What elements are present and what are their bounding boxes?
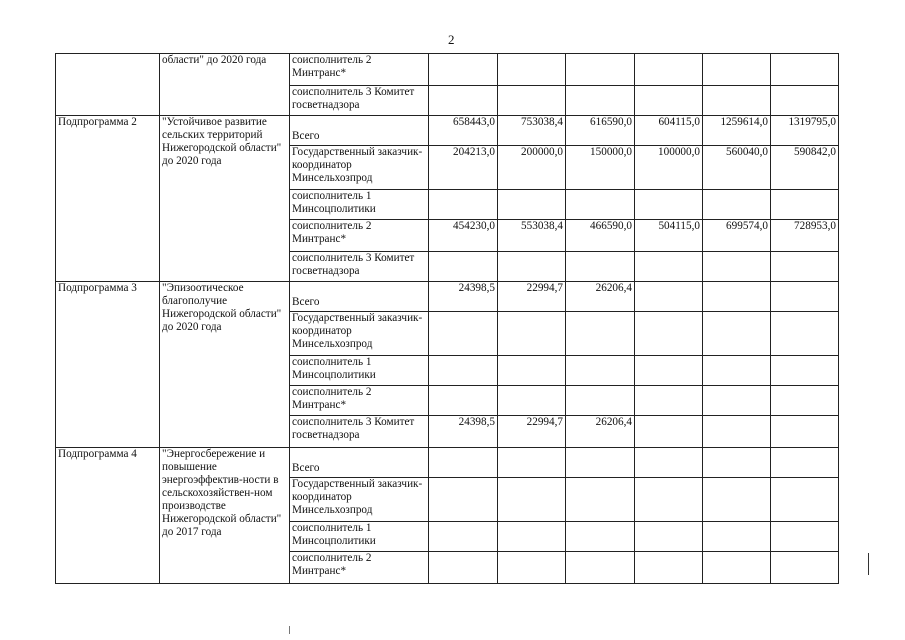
value-cell xyxy=(635,190,703,220)
value-cell xyxy=(429,252,498,282)
value-cell xyxy=(771,478,839,522)
value-cell xyxy=(498,190,566,220)
value-cell xyxy=(566,252,635,282)
value-cell xyxy=(771,312,839,356)
executor-total: Всего xyxy=(292,130,320,142)
value-cell xyxy=(566,190,635,220)
value-cell xyxy=(703,282,771,312)
executor-cell: соисполнитель 2 Минтранс* xyxy=(290,54,429,86)
value-cell xyxy=(771,252,839,282)
executor-cell xyxy=(290,116,429,146)
value-cell: 1259614,0 xyxy=(703,116,771,146)
value-cell xyxy=(566,522,635,552)
value-cell: 728953,0 xyxy=(771,220,839,252)
value-cell xyxy=(771,522,839,552)
scan-artifact-mark xyxy=(868,553,869,575)
value-cell xyxy=(429,312,498,356)
value-cell: 24398,5 xyxy=(429,416,498,448)
value-cell xyxy=(429,386,498,416)
value-cell xyxy=(635,86,703,116)
value-cell xyxy=(498,356,566,386)
table-row xyxy=(56,282,839,312)
value-cell xyxy=(703,552,771,584)
value-cell xyxy=(703,312,771,356)
subprogram-cell: Подпрограмма 2 xyxy=(56,116,160,282)
executor-cell: Государственный заказчик-координатор Минсельхозпрод xyxy=(290,478,429,522)
value-cell xyxy=(566,356,635,386)
value-cell xyxy=(703,416,771,448)
value-cell xyxy=(429,522,498,552)
value-cell xyxy=(635,448,703,478)
value-cell: 553038,4 xyxy=(498,220,566,252)
executor-cell: соисполнитель 2 Минтранс* xyxy=(290,220,429,252)
value-cell xyxy=(703,448,771,478)
value-cell xyxy=(771,386,839,416)
executor-cell: соисполнитель 2 Минтранс* xyxy=(290,386,429,416)
table-row xyxy=(56,54,839,86)
value-cell xyxy=(429,86,498,116)
executor-cell: соисполнитель 1 Минсоцполитики xyxy=(290,190,429,220)
executor-cell: соисполнитель 1 Минсоцполитики xyxy=(290,522,429,552)
value-cell xyxy=(703,356,771,386)
subprogram-name: "Энергосбережение и повышение энергоэффектив-ности в сельскохозяйствен-ном производстве Нижегородской области" до 2017 года xyxy=(160,448,290,584)
value-cell: 1319795,0 xyxy=(771,116,839,146)
value-cell xyxy=(498,252,566,282)
value-cell xyxy=(429,190,498,220)
value-cell xyxy=(635,252,703,282)
budget-table xyxy=(55,53,839,584)
value-cell: 454230,0 xyxy=(429,220,498,252)
value-cell xyxy=(771,54,839,86)
value-cell xyxy=(498,386,566,416)
value-cell xyxy=(498,54,566,86)
value-cell xyxy=(429,478,498,522)
value-cell xyxy=(703,386,771,416)
value-cell xyxy=(635,356,703,386)
value-cell xyxy=(429,448,498,478)
value-cell xyxy=(771,86,839,116)
value-cell: 504115,0 xyxy=(635,220,703,252)
value-cell xyxy=(566,552,635,584)
executor-cell: Государственный заказчик-координатор Минсельхозпрод xyxy=(290,146,429,190)
subprogram-cell: Подпрограмма 3 xyxy=(56,282,160,448)
value-cell xyxy=(566,448,635,478)
subprogram-cell: Подпрограмма 4 xyxy=(56,448,160,584)
executor-cell: соисполнитель 1 Минсоцполитики xyxy=(290,356,429,386)
executor-total: Всего xyxy=(292,462,320,474)
value-cell xyxy=(771,356,839,386)
value-cell xyxy=(498,478,566,522)
value-cell xyxy=(635,312,703,356)
subprogram-cell xyxy=(56,54,160,116)
page-number: 2 xyxy=(448,32,455,47)
value-cell xyxy=(498,86,566,116)
value-cell: 658443,0 xyxy=(429,116,498,146)
value-cell: 26206,4 xyxy=(566,282,635,312)
value-cell: 150000,0 xyxy=(566,146,635,190)
table-row xyxy=(56,448,839,478)
executor-total: Всего xyxy=(292,296,320,308)
value-cell xyxy=(635,478,703,522)
table-row xyxy=(56,116,839,146)
value-cell xyxy=(703,54,771,86)
value-cell: 466590,0 xyxy=(566,220,635,252)
value-cell xyxy=(703,252,771,282)
value-cell xyxy=(566,54,635,86)
value-cell xyxy=(498,448,566,478)
subprogram-name: "Устойчивое развитие сельских территорий Нижегородской области" до 2020 года xyxy=(160,116,290,282)
executor-cell: соисполнитель 3 Комитет госветнадзора xyxy=(290,416,429,448)
executor-cell: соисполнитель 3 Комитет госветнадзора xyxy=(290,86,429,116)
subprogram-name: области" до 2020 года xyxy=(160,54,290,116)
value-cell xyxy=(771,552,839,584)
value-cell xyxy=(635,282,703,312)
executor-cell: соисполнитель 3 Комитет госветнадзора xyxy=(290,252,429,282)
value-cell xyxy=(429,552,498,584)
value-cell xyxy=(498,522,566,552)
value-cell: 204213,0 xyxy=(429,146,498,190)
value-cell: 699574,0 xyxy=(703,220,771,252)
value-cell xyxy=(771,190,839,220)
value-cell xyxy=(703,478,771,522)
value-cell: 616590,0 xyxy=(566,116,635,146)
value-cell xyxy=(771,416,839,448)
value-cell: 22994,7 xyxy=(498,282,566,312)
value-cell xyxy=(771,448,839,478)
scan-artifact-mark xyxy=(289,626,290,634)
value-cell: 590842,0 xyxy=(771,146,839,190)
value-cell: 100000,0 xyxy=(635,146,703,190)
value-cell xyxy=(635,416,703,448)
value-cell xyxy=(635,552,703,584)
executor-cell: соисполнитель 2 Минтранс* xyxy=(290,552,429,584)
value-cell xyxy=(703,522,771,552)
value-cell: 753038,4 xyxy=(498,116,566,146)
value-cell xyxy=(566,86,635,116)
subprogram-name: "Эпизоотическое благополучие Нижегородской области" до 2020 года xyxy=(160,282,290,448)
value-cell xyxy=(498,312,566,356)
value-cell: 560040,0 xyxy=(703,146,771,190)
value-cell: 604115,0 xyxy=(635,116,703,146)
value-cell xyxy=(429,54,498,86)
value-cell xyxy=(498,552,566,584)
value-cell xyxy=(635,522,703,552)
value-cell xyxy=(771,282,839,312)
value-cell xyxy=(703,190,771,220)
executor-cell xyxy=(290,448,429,478)
executor-cell: Государственный заказчик-координатор Минсельхозпрод xyxy=(290,312,429,356)
value-cell: 24398,5 xyxy=(429,282,498,312)
value-cell: 200000,0 xyxy=(498,146,566,190)
value-cell xyxy=(703,86,771,116)
executor-cell xyxy=(290,282,429,312)
value-cell xyxy=(566,312,635,356)
value-cell: 22994,7 xyxy=(498,416,566,448)
value-cell: 26206,4 xyxy=(566,416,635,448)
value-cell xyxy=(566,478,635,522)
value-cell xyxy=(429,356,498,386)
value-cell xyxy=(635,386,703,416)
value-cell xyxy=(635,54,703,86)
value-cell xyxy=(566,386,635,416)
